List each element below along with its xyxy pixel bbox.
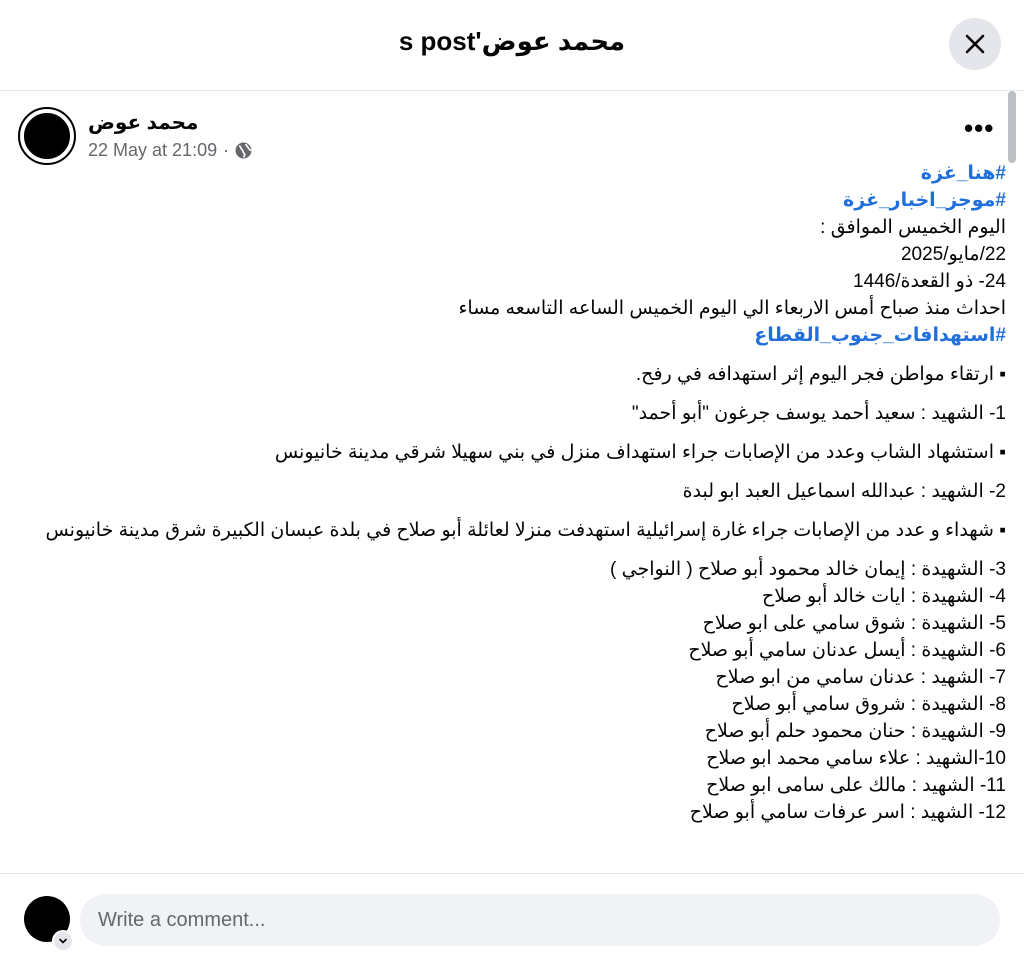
post-text-line: ▪ استشهاد الشاب وعدد من الإصابات جراء استهداف منزل في بني سهيلا شرقي مدينة خانيونس: [274, 442, 1006, 463]
author-name[interactable]: محمد عوض: [88, 112, 199, 134]
chevron-down-icon: [58, 936, 68, 946]
paragraph-gap: [26, 349, 1006, 361]
scrollbar[interactable]: [1006, 91, 1018, 873]
profile-switch-button[interactable]: [52, 930, 74, 952]
dialog-title: محمد عوض's post: [398, 26, 626, 56]
post-text-line: 5- الشهيدة : شوق سامي على ابو صلاح: [702, 613, 1006, 634]
post-text-line: 4- الشهيدة : ايات خالد أبو صلاح: [762, 586, 1006, 607]
post-text-line: 6- الشهيدة : أيسل عدنان سامي أبو صلاح: [688, 640, 1006, 661]
hashtag-link[interactable]: #هنا_غزة: [920, 163, 1006, 184]
paragraph-gap: [26, 388, 1006, 400]
post-text-line: 9- الشهيدة : حنان محمود حلم أبو صلاح: [704, 721, 1006, 742]
comment-composer: [0, 873, 1024, 974]
post-text-line: ▪ ارتقاء مواطن فجر اليوم إثر استهدافه في رفح.: [635, 364, 1006, 385]
post-text-line: 2- الشهيد : عبدالله اسماعيل العبد ابو لبدة: [682, 481, 1006, 502]
more-options-button[interactable]: •••: [964, 113, 995, 143]
hashtag-link[interactable]: #موجز_اخبار_غزة: [843, 190, 1006, 211]
post-text-line: 10-الشهيد : علاء سامي محمد ابو صلاح: [706, 748, 1006, 769]
post-text-line: 22/مايو/2025: [900, 244, 1006, 265]
post-text-line: ▪ شهداء و عدد من الإصابات جراء غارة إسرائيلية استهدفت منزلا لعائلة أبو صلاح في بلدة عبسان الكبيرة شرق مدينة خانيونس: [45, 520, 1006, 541]
author-avatar-image: [22, 111, 72, 161]
scrollbar-thumb[interactable]: [1008, 91, 1016, 163]
post-text-line: 24- ذو القعدة/1446: [853, 271, 1006, 292]
paragraph-gap: [26, 466, 1006, 478]
globe-icon: [235, 142, 252, 159]
comment-input[interactable]: [80, 894, 1000, 946]
post-text-line: 12- الشهيد : اسر عرفات سامي أبو صلاح: [689, 802, 1006, 823]
separator-dot: ·: [223, 140, 230, 160]
close-button[interactable]: [949, 18, 1001, 70]
hashtag-link[interactable]: #استهدافات_جنوب_القطاع: [754, 325, 1006, 346]
paragraph-gap: [26, 505, 1006, 517]
paragraph-gap: [26, 427, 1006, 439]
post-text-line: 3- الشهيدة : إيمان خالد محمود أبو صلاح ( النواجي ): [610, 559, 1006, 580]
post-meta: [88, 140, 252, 161]
post-dialog-header: [0, 0, 1024, 91]
paragraph-gap: [26, 544, 1006, 556]
post-text-line: 8- الشهيدة : شروق سامي أبو صلاح: [731, 694, 1006, 715]
close-icon: [963, 32, 987, 56]
post-text-line: احداث منذ صباح أمس الاربعاء الي اليوم الخميس الساعه التاسعه مساء: [458, 298, 1006, 319]
post-text-line: اليوم الخميس الموافق :: [820, 217, 1006, 238]
post-text-line: 7- الشهيد : عدنان سامي من ابو صلاح: [715, 667, 1006, 688]
post-text: [26, 160, 1006, 826]
post-text-line: 1- الشهيد : سعيد أحمد يوسف جرغون "أبو أحمد": [631, 403, 1006, 424]
post-text-line: 11- الشهيد : مالك على سامى ابو صلاح: [706, 775, 1006, 796]
post-timestamp[interactable]: 22 May at 21:09: [88, 140, 218, 160]
